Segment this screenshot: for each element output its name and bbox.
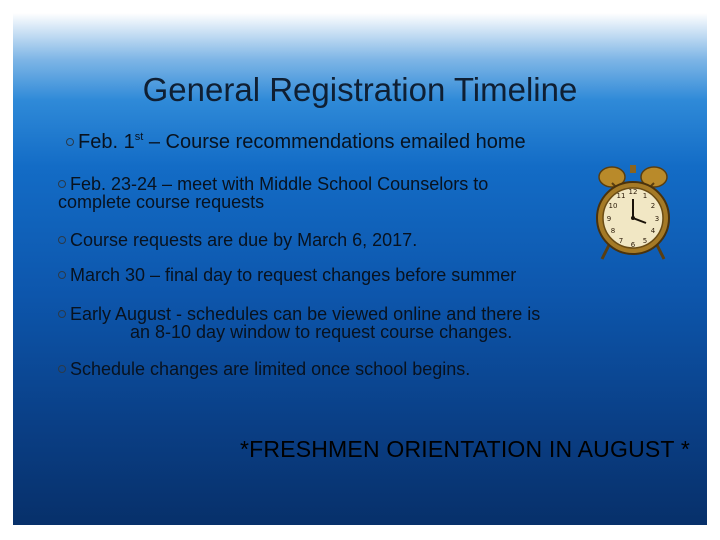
page-title: General Registration Timeline (142, 71, 578, 108)
freshmen-orientation-note: *FRESHMEN ORIENTATION IN AUGUST * (239, 436, 690, 462)
svg-text:10: 10 (608, 202, 618, 210)
list-item: Schedule changes are limited once school begins. (58, 359, 470, 379)
svg-text:5: 5 (642, 237, 648, 245)
svg-text:11: 11 (616, 192, 626, 200)
bullet-icon (66, 138, 74, 146)
list-item: Feb. 1st – Course recommendations emailed home (66, 132, 526, 152)
svg-text:8: 8 (610, 227, 616, 235)
bullet-icon (58, 236, 66, 244)
list-item: Feb. 23-24 – meet with Middle School Counselors to complete course requests (58, 174, 489, 212)
svg-text:3: 3 (654, 215, 660, 223)
svg-text:2: 2 (650, 202, 656, 210)
list-item: Early August - schedules can be viewed online and there is an 8-10 day window to request course changes. (58, 304, 540, 342)
svg-text:7: 7 (618, 237, 624, 245)
svg-text:12: 12 (628, 188, 638, 196)
svg-text:1: 1 (642, 192, 648, 200)
svg-text:4: 4 (650, 227, 656, 235)
list-item: Course requests are due by March 6, 2017. (58, 230, 417, 250)
bullet-icon (58, 365, 66, 373)
bullet-icon (58, 271, 66, 279)
svg-text:9: 9 (606, 215, 612, 223)
svg-text:6: 6 (630, 241, 636, 249)
list-item: March 30 – final day to request changes before summer (58, 265, 516, 285)
bullet-icon (58, 310, 66, 318)
alarm-clock-icon (592, 163, 674, 263)
bullet-icon (58, 180, 66, 188)
